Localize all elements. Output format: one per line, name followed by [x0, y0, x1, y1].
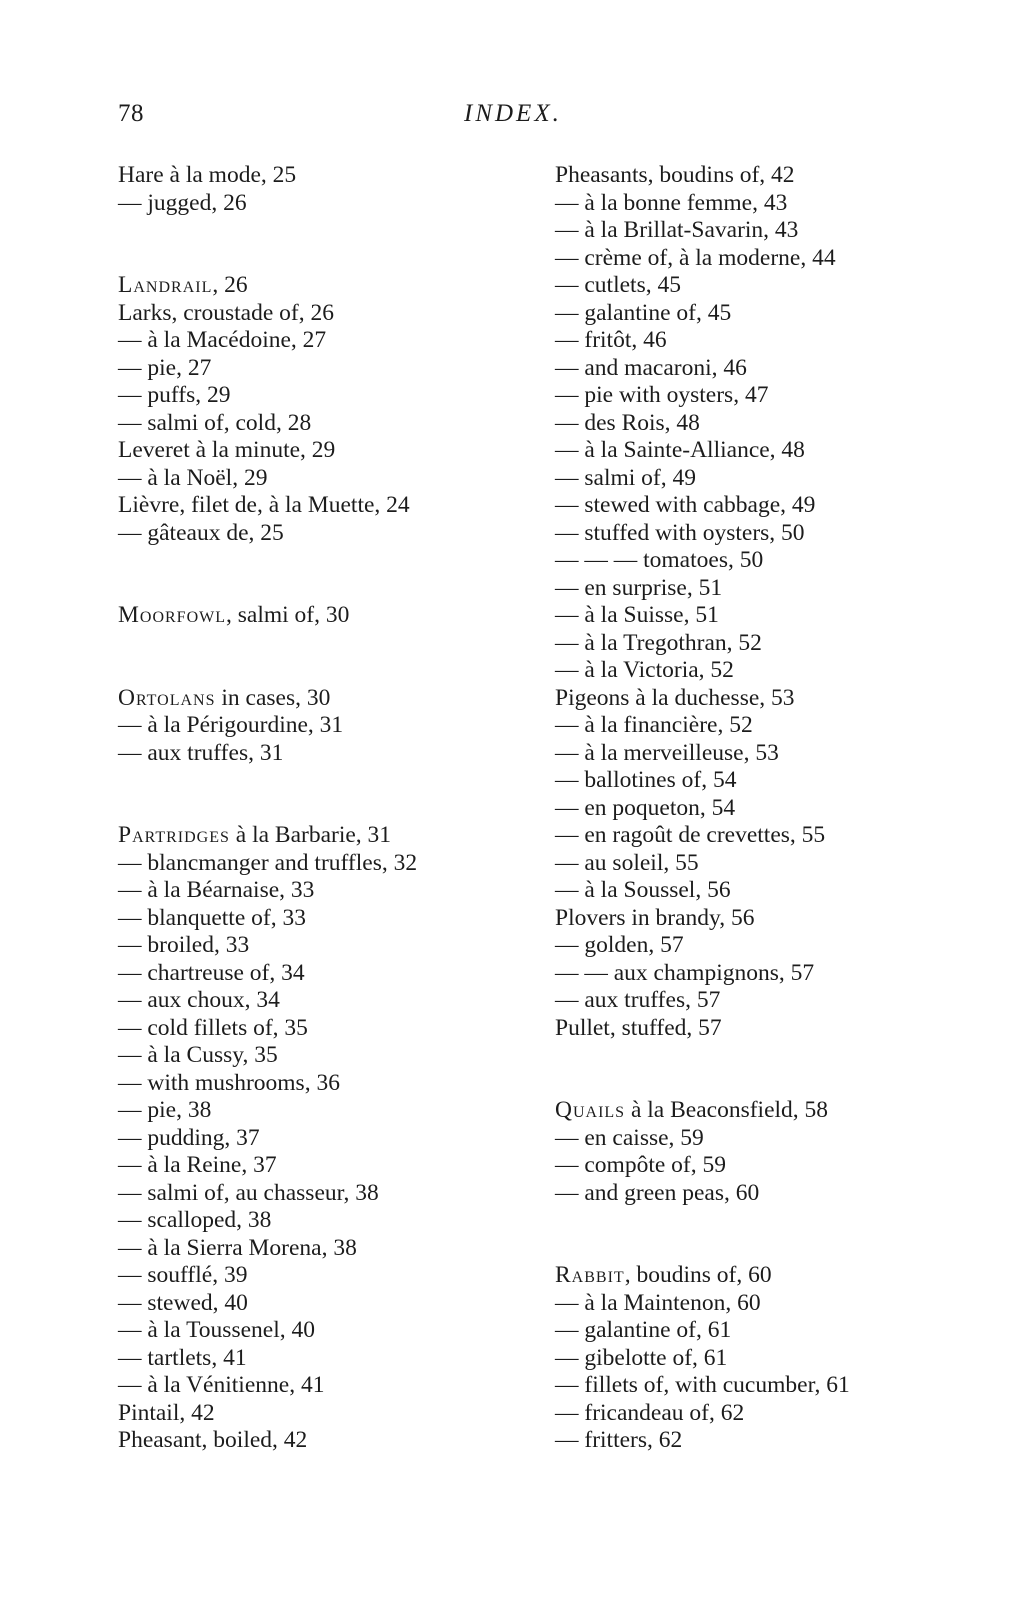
index-entry: Pintail, 42 — [118, 1399, 215, 1426]
running-title: INDEX. — [464, 100, 562, 127]
index-entry: — galantine of, 45 — [555, 299, 732, 326]
index-entry: — à la merveilleuse, 53 — [555, 739, 779, 766]
index-entry: — puffs, 29 — [118, 382, 231, 408]
index-entry: — en poqueton, 54 — [555, 794, 736, 821]
index-entry: — à la Toussenel, 40 — [118, 1317, 315, 1343]
section-gap — [118, 630, 548, 685]
index-entry: — salmi of, 49 — [555, 464, 696, 491]
index-column-right — [555, 162, 985, 1455]
index-entry: — à la Béarnaise, 33 — [118, 877, 315, 903]
index-entry: — aux truffes, 57 — [555, 987, 721, 1013]
index-entry — [555, 1262, 985, 1290]
index-entry: — pie with oysters, 47 — [555, 382, 769, 408]
index-column-left — [118, 162, 548, 1455]
entry-text: , 26 — [212, 272, 248, 298]
index-entry: — à la Reine, 37 — [118, 1152, 277, 1178]
index-entry: — à la Soussel, 56 — [555, 877, 731, 903]
index-entry: — stewed, 40 — [118, 1289, 248, 1316]
index-entry: — golden, 57 — [555, 932, 684, 958]
letter-section-heading: Landrail — [118, 272, 213, 298]
index-entry: — à la bonne femme, 43 — [555, 189, 788, 216]
letter-section-heading: Moorfowl — [118, 602, 227, 628]
index-entry: Leveret à la minute, 29 — [118, 437, 336, 463]
letter-section-heading: Ortolans — [118, 684, 216, 711]
index-entry: — and green peas, 60 — [555, 1179, 760, 1206]
index-entry: — crème of, à la moderne, 44 — [555, 244, 836, 271]
index-entry: — à la financière, 52 — [555, 712, 753, 738]
index-entry: — en surprise, 51 — [555, 574, 723, 601]
index-entry — [555, 1097, 985, 1125]
index-entry: Plovers in brandy, 56 — [555, 904, 755, 931]
index-entry: — with mushrooms, 36 — [118, 1069, 340, 1096]
letter-section-heading: Partridges — [118, 822, 230, 848]
index-entry: — compôte of, 59 — [555, 1152, 726, 1178]
index-entry: — fricandeau of, 62 — [555, 1399, 745, 1426]
index-entry: — aux truffes, 31 — [118, 739, 284, 766]
index-entry: — broiled, 33 — [118, 932, 250, 958]
index-entry: — aux choux, 34 — [118, 987, 280, 1013]
entry-text: à la Beaconsfield, 58 — [625, 1097, 829, 1123]
page-number: 78 — [118, 100, 144, 127]
index-entry: — au soleil, 55 — [555, 849, 699, 876]
index-entry: — — aux champignons, 57 — [555, 959, 815, 986]
index-entry: — scalloped, 38 — [118, 1207, 272, 1233]
index-entry: — à la Sainte-Alliance, 48 — [555, 437, 805, 463]
index-entry: — pie, 27 — [118, 354, 212, 381]
index-entry: — fillets of, with cucumber, 61 — [555, 1372, 850, 1398]
section-gap — [118, 547, 548, 602]
index-entry: — fritôt, 46 — [555, 327, 667, 353]
index-entry: — pie, 38 — [118, 1097, 212, 1123]
section-gap — [555, 1207, 985, 1262]
index-entry: — à la Vénitienne, 41 — [118, 1372, 325, 1398]
letter-section-heading: Quails — [555, 1097, 626, 1123]
index-entry: — chartreuse of, 34 — [118, 959, 305, 986]
index-entry — [118, 822, 548, 850]
index-entry: — blancmanger and truffles, 32 — [118, 849, 418, 876]
index-entry: — à la Victoria, 52 — [555, 657, 734, 683]
index-entry: — à la Brillat-Savarin, 43 — [555, 217, 799, 243]
index-entry: — galantine of, 61 — [555, 1317, 732, 1343]
index-entry — [118, 602, 548, 630]
section-gap — [118, 217, 548, 272]
index-entry: — jugged, 26 — [118, 189, 247, 216]
index-entry: — — — tomatoes, 50 — [555, 547, 764, 573]
index-entry: — gâteaux de, 25 — [118, 519, 284, 546]
index-entry: — stewed with cabbage, 49 — [555, 492, 816, 518]
index-entry: Pheasants, boudins of, 42 — [555, 162, 795, 188]
index-entry: — cutlets, 45 — [555, 272, 681, 298]
index-entry: Lièvre, filet de, à la Muette, 24 — [118, 492, 410, 518]
index-entry — [118, 272, 548, 300]
index-entry: Pheasant, boiled, 42 — [118, 1427, 308, 1453]
entry-text: , salmi of, 30 — [226, 602, 350, 628]
index-entry: Hare à la mode, 25 — [118, 162, 297, 188]
index-entry: — à la Périgourdine, 31 — [118, 712, 344, 738]
index-entry: — fritters, 62 — [555, 1427, 683, 1453]
index-entry: — pudding, 37 — [118, 1124, 260, 1151]
index-entry: Pigeons à la duchesse, 53 — [555, 684, 795, 711]
index-entry: — gibelotte of, 61 — [555, 1344, 728, 1371]
index-entry: — ballotines of, 54 — [555, 767, 737, 793]
index-entry: — soufflé, 39 — [118, 1262, 248, 1288]
index-entry: — salmi of, cold, 28 — [118, 409, 312, 436]
index-entry: — en caisse, 59 — [555, 1124, 704, 1151]
index-entry — [118, 685, 548, 713]
index-entry: — à la Tregothran, 52 — [555, 629, 762, 656]
index-entry: — à la Suisse, 51 — [555, 602, 719, 628]
index-entry: — salmi of, au chasseur, 38 — [118, 1179, 379, 1206]
entry-text: à la Barbarie, 31 — [229, 822, 392, 848]
letter-section-heading: Rabbit — [555, 1262, 625, 1288]
index-entry: — à la Sierra Morena, 38 — [118, 1234, 357, 1261]
index-entry: — à la Noël, 29 — [118, 464, 268, 491]
index-entry: Larks, croustade of, 26 — [118, 299, 334, 326]
index-entry: — blanquette of, 33 — [118, 904, 306, 931]
index-entry: — en ragoût de crevettes, 55 — [555, 822, 826, 848]
entry-text: , boudins of, 60 — [624, 1262, 772, 1288]
entry-text: in cases, 30 — [215, 684, 331, 711]
index-entry: — tartlets, 41 — [118, 1344, 247, 1371]
section-gap — [118, 767, 548, 822]
index-entry: Pullet, stuffed, 57 — [555, 1014, 722, 1041]
index-entry: — stuffed with oysters, 50 — [555, 519, 805, 546]
index-entry: — à la Macédoine, 27 — [118, 327, 327, 353]
index-entry: — à la Maintenon, 60 — [555, 1289, 761, 1316]
section-gap — [555, 1042, 985, 1097]
index-entry: — à la Cussy, 35 — [118, 1042, 278, 1068]
index-entry: — cold fillets of, 35 — [118, 1014, 308, 1041]
index-entry: — and macaroni, 46 — [555, 354, 747, 381]
index-entry: — des Rois, 48 — [555, 409, 700, 436]
